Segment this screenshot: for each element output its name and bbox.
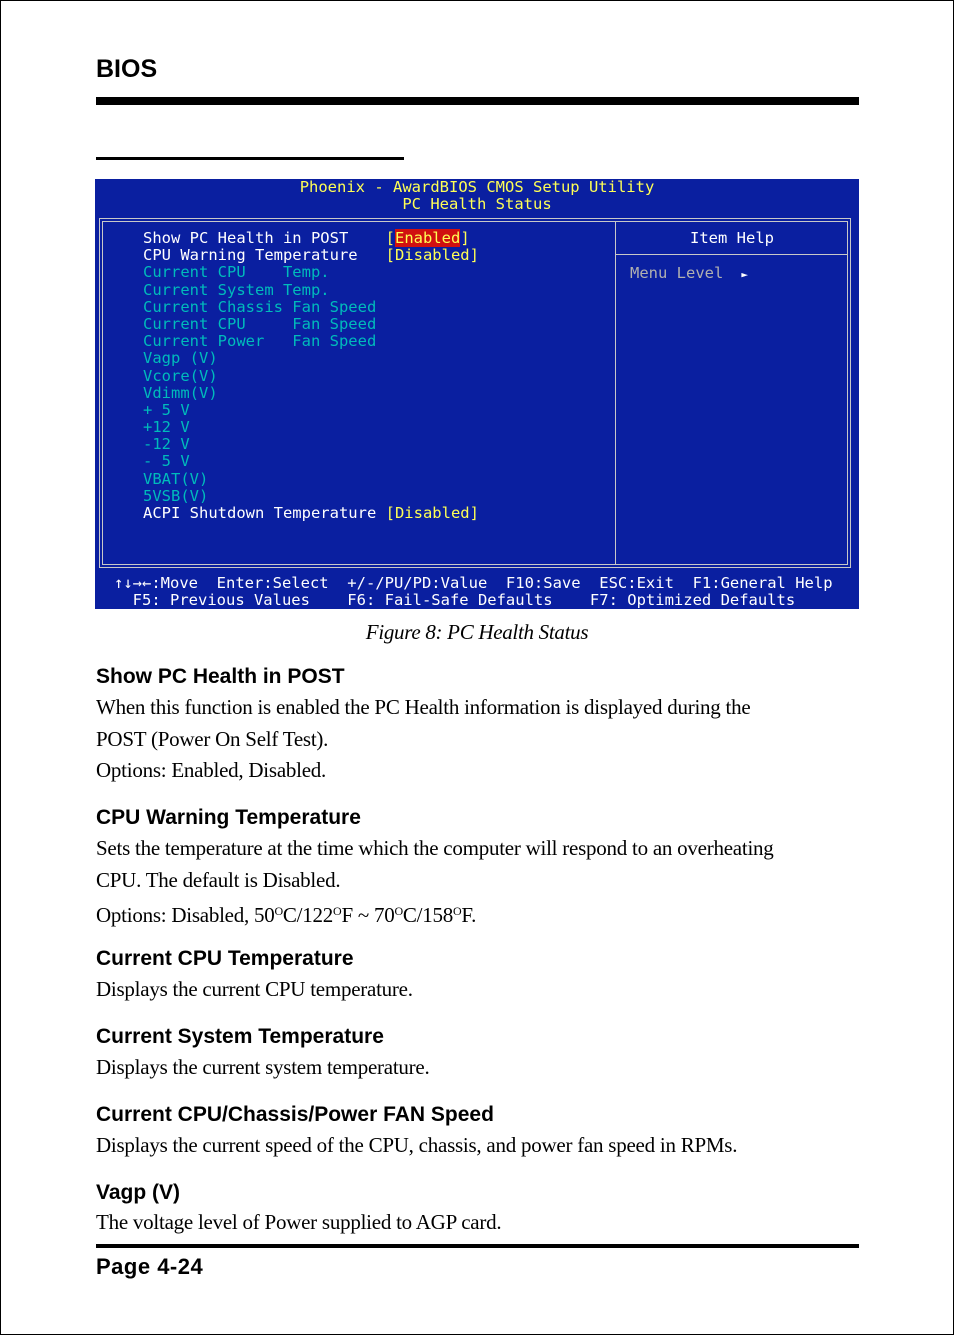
bios-item-chassis-fan: Current Chassis Fan Speed bbox=[143, 297, 377, 316]
section-heading: CPU Warning Temperature bbox=[96, 806, 361, 829]
bios-item-value: Enabled bbox=[394, 229, 461, 247]
section-text: The voltage level of Power supplied to AGP card. bbox=[96, 1210, 502, 1234]
bios-item-vdimm: Vdimm(V) bbox=[143, 383, 218, 402]
section-text: Sets the temperature at the time which the computer will respond to an overheating bbox=[96, 836, 774, 860]
section-text: POST (Power On Self Test). bbox=[96, 726, 329, 751]
bios-item-current-system-temp: Current System Temp. bbox=[143, 280, 330, 299]
bios-item-label: CPU Warning Temperature bbox=[143, 246, 386, 265]
section-body bbox=[96, 833, 856, 932]
bios-item-value: [Disabled] bbox=[385, 246, 479, 265]
bios-item-current-cpu-temp: Current CPU Temp. bbox=[143, 263, 330, 282]
bios-item-list bbox=[143, 230, 479, 522]
bios-item-cpu-warning-temp[interactable] bbox=[143, 247, 479, 264]
bios-item-minus12v: -12 V bbox=[143, 435, 190, 454]
bios-footer-keys-2: F5: Previous Values F6: Fail-Safe Defaults F7: Optimized Defaults bbox=[114, 591, 796, 609]
section-text: Options: Enabled, Disabled. bbox=[96, 758, 327, 782]
footer-rule bbox=[96, 1244, 859, 1248]
section-body bbox=[96, 974, 856, 1006]
bios-title: Phoenix - AwardBIOS CMOS Setup Utility bbox=[299, 179, 655, 196]
section-rule bbox=[96, 157, 404, 160]
bios-item-value: [Disabled] bbox=[385, 504, 479, 522]
item-help-title: Item Help bbox=[690, 229, 774, 247]
section-body bbox=[96, 1052, 856, 1084]
bios-frame-divider bbox=[615, 221, 616, 565]
bios-item-minus5v: - 5 V bbox=[143, 452, 190, 471]
bios-item-5vsb: 5VSB(V) bbox=[143, 486, 209, 505]
header-rule bbox=[96, 97, 859, 105]
triangle-right-icon: ► bbox=[741, 268, 748, 281]
bios-footer-keys-1: ↑↓→←:Move Enter:Select +/-/PU/PD:Value F10:Save ESC:Exit F1:General Help bbox=[114, 574, 833, 592]
section-options: Options: Disabled, $50^OC/122^OF$ ~ $70^OC/158^OF$. bbox=[96, 903, 477, 927]
section-body bbox=[96, 1207, 856, 1239]
bios-item-vcore: Vcore(V) bbox=[143, 366, 218, 385]
page-number: Page 4-24 bbox=[96, 1254, 204, 1279]
menu-level-label: Menu Level bbox=[630, 264, 724, 282]
bios-item-cpu-fan: Current CPU Fan Speed bbox=[143, 314, 377, 333]
bios-item-label: ACPI Shutdown Temperature bbox=[143, 504, 386, 522]
section-text: When this function is enabled the PC Health information is displayed during the bbox=[96, 695, 751, 719]
bios-item-power-fan: Current Power Fan Speed bbox=[143, 332, 377, 351]
section-heading: Show PC Health in POST bbox=[96, 665, 345, 688]
section-heading: Current CPU Temperature bbox=[96, 947, 354, 970]
section-text: CPU. The default is Disabled. bbox=[96, 867, 341, 892]
help-divider bbox=[616, 254, 848, 255]
section-heading: Vagp (V) bbox=[96, 1181, 181, 1204]
section-body bbox=[96, 692, 856, 787]
figure-caption: Figure 8: PC Health Status bbox=[365, 620, 589, 644]
header-title: BIOS bbox=[96, 55, 158, 83]
section-text: Displays the current system temperature. bbox=[96, 1055, 430, 1079]
section-text: Displays the current speed of the CPU, chassis, and power fan speed in RPMs. bbox=[96, 1133, 738, 1157]
bios-item-show-pc-health[interactable]: Show PC Health in POST [Enabled] bbox=[143, 229, 470, 247]
bios-subtitle: PC Health Status bbox=[402, 195, 552, 213]
section-heading: Current System Temperature bbox=[96, 1025, 384, 1048]
bios-item-plus5v: + 5 V bbox=[143, 400, 190, 419]
bios-item-label: Show PC Health in POST bbox=[143, 229, 386, 247]
bios-item-plus12v: +12 V bbox=[143, 418, 190, 437]
bios-screen bbox=[95, 179, 859, 609]
section-body bbox=[96, 1130, 856, 1162]
section-text: Displays the current CPU temperature. bbox=[96, 977, 413, 1001]
bios-item-vagp: Vagp (V) bbox=[143, 349, 218, 368]
section-heading: Current CPU/Chassis/Power FAN Speed bbox=[96, 1103, 494, 1126]
menu-level bbox=[630, 265, 748, 283]
bios-item-acpi-shutdown-temp[interactable] bbox=[143, 505, 479, 522]
bios-item-vbat: VBAT(V) bbox=[143, 469, 209, 488]
